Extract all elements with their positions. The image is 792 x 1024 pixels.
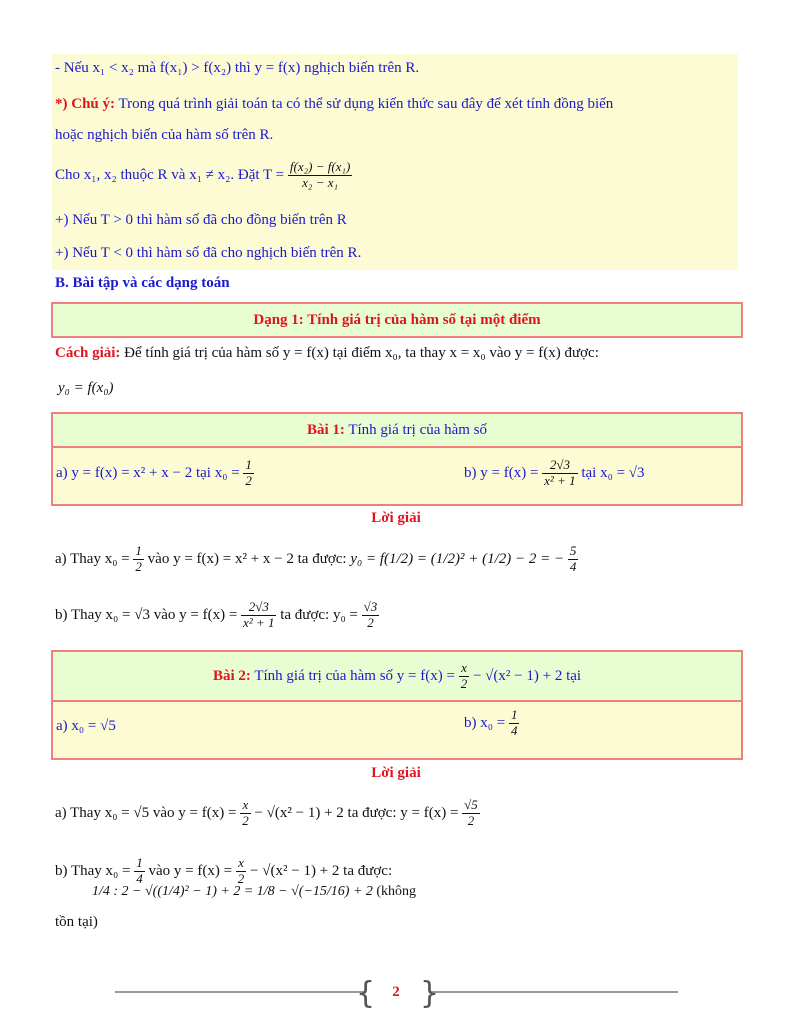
bai1-sol-a-x0 — [133, 544, 144, 575]
bai2-title-tail: − √(x² − 1) + 2 tại — [472, 668, 582, 684]
chu-y-text: Trong quá trình giải toán ta có thể sử dụng kiến thức sau đây để xét tính đồng biến — [118, 96, 614, 112]
bai1-a-num: 1 — [245, 457, 252, 472]
bai1-b-text: b) y = f(x) = — [464, 464, 539, 481]
bai2-sol-b-5: (không — [376, 884, 417, 899]
bai2-title: Tính giá trị của hàm số y = f(x) = — [254, 668, 455, 684]
bai2-body — [51, 702, 743, 760]
bai1-sol-a-2: vào y = f(x) = x² + x − 2 ta được: — [147, 550, 347, 567]
bai2-sol-b-frac-den: 2 — [237, 870, 245, 886]
bai2-b — [464, 708, 519, 739]
bai2-title-den: 2 — [460, 676, 468, 692]
bai1-sol-a-x0-num: 1 — [135, 543, 142, 558]
bai2-b-text: b) x₀ = — [464, 714, 506, 731]
bai2-sol-a-result-num: √5 — [464, 797, 478, 812]
footer-rule-left — [115, 991, 365, 993]
footer-rule-right — [430, 991, 678, 993]
bai1-a-frac — [243, 458, 254, 489]
bai1-sol-b-1: b) Thay x₀ = √3 vào y = f(x) = — [55, 606, 238, 623]
bai1-sol-a — [55, 544, 578, 575]
cho-text: Cho x₁, x₂ thuộc R và x₁ ≠ x₂. Đặt T = — [55, 166, 285, 183]
bai1-sol-b-result-num: √3 — [363, 599, 378, 614]
bai1-b-frac — [542, 458, 577, 489]
chu-y-label: *) Chú ý: — [55, 96, 116, 112]
bai1-a-text: a) y = f(x) = x² + x − 2 tại x₀ = — [56, 464, 240, 481]
bai1-sol-a-x0-den: 2 — [135, 558, 142, 574]
bai2-sol-a-2: − √(x² − 1) + 2 ta được: y = f(x) = — [254, 804, 459, 821]
bai1-sol-a-result — [568, 544, 579, 575]
T-numerator: f(x₂) − f(x₁) — [289, 159, 351, 174]
bai2-sol-a-result — [462, 798, 480, 829]
cach-giai-line — [55, 345, 599, 362]
bai1-label: Bài 1: — [306, 422, 345, 438]
bai2-sol-b-3: − √(x² − 1) + 2 ta được: — [250, 862, 393, 879]
section-b-heading: B. Bài tập và các dạng toán — [55, 275, 230, 291]
bai1-sol-b-result-den: 2 — [367, 614, 374, 630]
bai2-sol-b-tail: tồn tại) — [55, 914, 98, 930]
bai2-b-den: 4 — [510, 722, 518, 738]
bai2-sol-a-frac-num: x — [240, 798, 251, 814]
chu-y-line-2: hoặc nghịch biến của hàm số trên R. — [55, 127, 274, 143]
bai2-label: Bài 2: — [212, 668, 251, 684]
footer-bracket-left: { — [356, 976, 376, 1011]
bai1-b-den: x² + 1 — [544, 472, 576, 488]
bai2-sol-b-x0-den: 4 — [136, 870, 143, 886]
bai2-sol-b-1: b) Thay x₀ = — [55, 862, 131, 879]
bai1-a — [56, 458, 254, 489]
bai2-sol-b-x0-num: 1 — [136, 855, 143, 870]
bai1-sol-b-den: x² + 1 — [243, 614, 275, 630]
cach-giai-formula — [58, 380, 114, 397]
bai2-sol-b-frac — [236, 856, 247, 887]
bai1-sol-b-frac — [241, 600, 276, 631]
note-line-1: - Nếu x₁ < x₂ mà f(x₁) > f(x₂) thì y = f(x) nghịch biến trên R. — [55, 60, 420, 76]
chu-y-line — [55, 96, 613, 113]
rule-2: +) Nếu T < 0 thì hàm số đã cho nghịch biến trên R. — [55, 245, 362, 261]
bai2-title-frac — [459, 661, 470, 692]
bai1-sol-a-1: a) Thay x₀ = — [55, 550, 130, 567]
bai2-title-num: x — [459, 661, 470, 677]
bai1-sol-a-result-num: 5 — [569, 543, 577, 558]
bai1-body — [51, 448, 743, 506]
bai2-sol-b-frac-num: x — [236, 856, 247, 872]
bai2-sol-b — [55, 856, 392, 887]
page-number: 2 — [392, 984, 400, 1000]
dang1-box — [51, 302, 743, 338]
bai1-sol-a-3: y₀ = f(1/2) = (1/2)² + (1/2) − 2 = − — [350, 550, 565, 567]
rule-1: +) Nếu T > 0 thì hàm số đã cho đồng biến trên R — [55, 212, 347, 228]
bai1-sol-a-result-den: 4 — [569, 558, 577, 574]
bai1-b-tail: tại x₀ = √3 — [581, 464, 645, 481]
cho-line — [55, 160, 352, 191]
bai1-title: Tính giá trị của hàm số — [348, 422, 488, 438]
bai2-sol-a-result-den: 2 — [467, 812, 475, 828]
bai2-sol-a-frac-den: 2 — [242, 812, 249, 828]
bai1-sol-b-result — [362, 600, 380, 631]
bai1-sol-b-2: ta được: y₀ = — [280, 606, 358, 623]
bai2-sol-a — [55, 798, 480, 829]
footer-bracket-right: } — [420, 976, 440, 1011]
cach-giai-label: Cách giải: — [55, 345, 121, 361]
bai1-header — [51, 412, 743, 448]
bai2-b-frac — [509, 708, 520, 739]
bai1-b — [464, 458, 645, 489]
T-denominator: x₂ − x₁ — [302, 174, 339, 190]
bai1-sol-b-num: 2√3 — [241, 600, 276, 616]
bai1-sol-b — [55, 600, 379, 631]
bai2-a: a) x₀ = √5 — [56, 718, 116, 734]
T-fraction — [288, 160, 352, 191]
bai1-a-den: 2 — [245, 472, 252, 488]
bai2-sol-b-4: 1/4 : 2 − √((1/4)² − 1) + 2 = 1/8 − √(−15/16) + 2 — [92, 884, 373, 899]
bai2-sol-b-x0 — [134, 856, 145, 887]
bai2-sol-a-frac — [240, 798, 251, 829]
bai2-sol-a-1: a) Thay x₀ = √5 vào y = f(x) = — [55, 804, 237, 821]
bai2-header — [51, 650, 743, 702]
bai2-sol-b-calc — [92, 884, 416, 900]
bai2-sol-b-2: vào y = f(x) = — [148, 862, 233, 879]
bai1-loi-giai: Lời giải — [371, 510, 421, 526]
dang1-title: Dạng 1: Tính giá trị của hàm số tại một điểm — [253, 312, 541, 328]
bai2-loi-giai: Lời giải — [371, 765, 421, 781]
bai2-b-num: 1 — [510, 707, 518, 722]
bai1-b-num: 2√3 — [542, 458, 577, 474]
cach-giai-text: Để tính giá trị của hàm số y = f(x) tại điểm x₀, ta thay x = x₀ vào y = f(x) được: — [124, 345, 599, 361]
formula-y0: y₀ = f(x₀) — [58, 380, 114, 396]
